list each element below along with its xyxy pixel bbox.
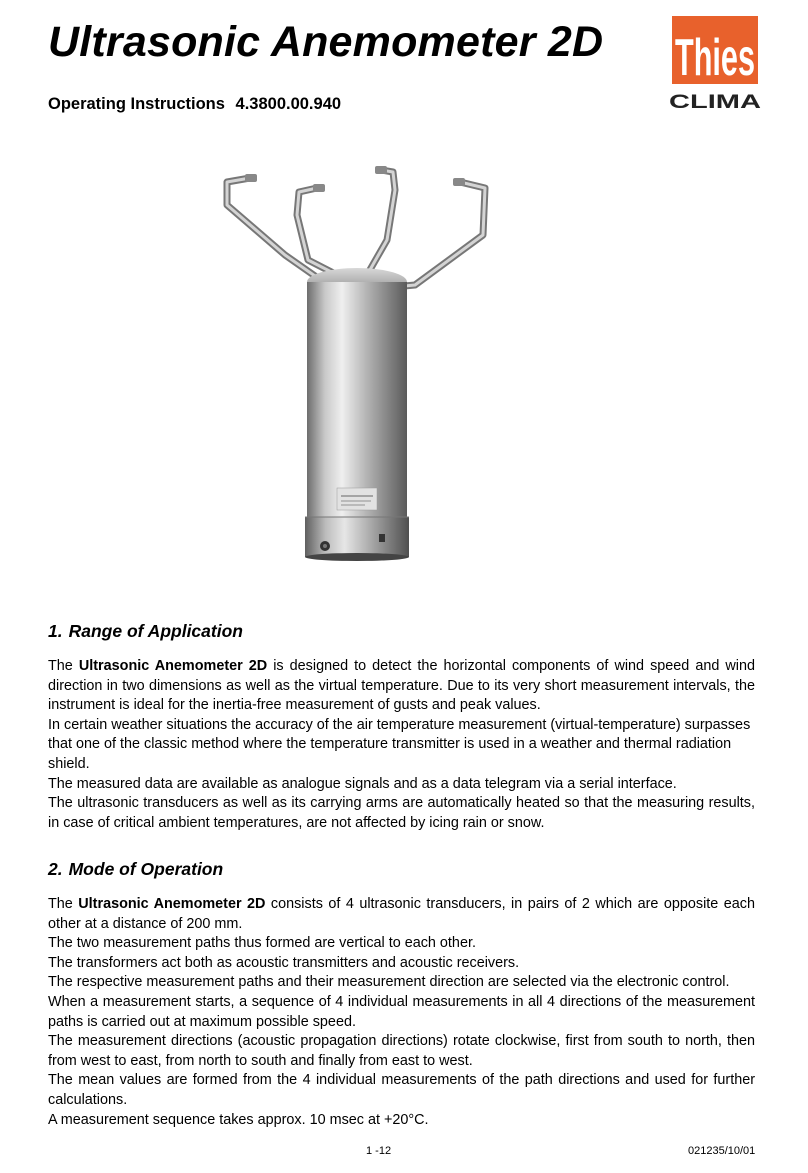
paragraph: The transformers act both as acoustic transmitters and acoustic receivers. xyxy=(48,954,520,971)
product-name-bold: Ultrasonic Anemometer 2D xyxy=(78,896,266,912)
paragraph: The measured data are available as analogue signals and as a data telegram via a serial interface. xyxy=(48,775,677,792)
paragraph: The two measurement paths thus formed are vertical to each other. xyxy=(48,935,476,952)
section-heading-range-of-application xyxy=(48,621,243,642)
document-subtitle xyxy=(48,95,341,114)
paragraph: The Ultrasonic Anemometer 2D is designed to detect the horizontal components of wind speed and wind direction in two dimensions as well as the virtual temperature. Due to its very short measurement intervals, the instrument is ideal for the inertia-free measurement of gusts and peak values. xyxy=(48,658,756,714)
paragraph: The ultrasonic transducers as well as its carrying arms are automatically heated so that the measuring results, in case of critical ambient temperatures, are not affected by icing rain or snow. xyxy=(48,795,755,831)
thies-clima-logo xyxy=(665,16,765,112)
page-number: 1 -12 xyxy=(366,1145,392,1157)
document-code: 021235/10/01 xyxy=(688,1145,756,1157)
paragraph: The Ultrasonic Anemometer 2D consists of 4 ultrasonic transducers, in pairs of 2 which are opposite each other at a distance of 200 mm. xyxy=(48,896,755,932)
section-range-of-application-body xyxy=(48,657,755,833)
subtitle-label: Operating Instructions xyxy=(48,95,225,113)
section-number: 1. xyxy=(48,621,63,641)
document-number: 4.3800.00.940 xyxy=(235,95,342,113)
housing-base xyxy=(305,517,409,557)
section-title: Range of Application xyxy=(68,621,243,641)
anemometer-photo xyxy=(215,160,495,580)
section-title: Mode of Operation xyxy=(68,859,224,879)
section-mode-of-operation-body xyxy=(48,895,755,1130)
paragraph: When a measurement starts, a sequence of 4 individual measurements in all 4 directions of the measurement paths is carried out at maximum possible speed. xyxy=(48,993,755,1030)
logo-brand-top: Thies xyxy=(675,29,755,87)
section-number: 2. xyxy=(48,859,63,879)
paragraph: The respective measurement paths and their measurement direction are selected via the electronic control. xyxy=(48,974,730,991)
paragraph: A measurement sequence takes approx. 10 msec at +20°C. xyxy=(48,1111,429,1128)
paragraph: The measurement directions (acoustic propagation directions) rotate clockwise, first from south to north, then from west to east, from north to south and finally from east to west. xyxy=(48,1033,755,1069)
page-title: Ultrasonic Anemometer 2D xyxy=(48,18,604,66)
logo-brand-bottom: CLIMA xyxy=(669,92,762,113)
section-heading-mode-of-operation xyxy=(48,859,223,880)
paragraph: The mean values are formed from the 4 individual measurements of the path directions and used for further calculations. xyxy=(48,1072,755,1108)
product-name-bold: Ultrasonic Anemometer 2D xyxy=(78,658,268,674)
paragraph: In certain weather situations the accuracy of the air temperature measurement (virtual-temperature) surpasses that one of the classic method where the temperature transmitter is used in a weather and thermal radiation shield. xyxy=(48,716,751,772)
housing-cylinder xyxy=(307,282,407,517)
